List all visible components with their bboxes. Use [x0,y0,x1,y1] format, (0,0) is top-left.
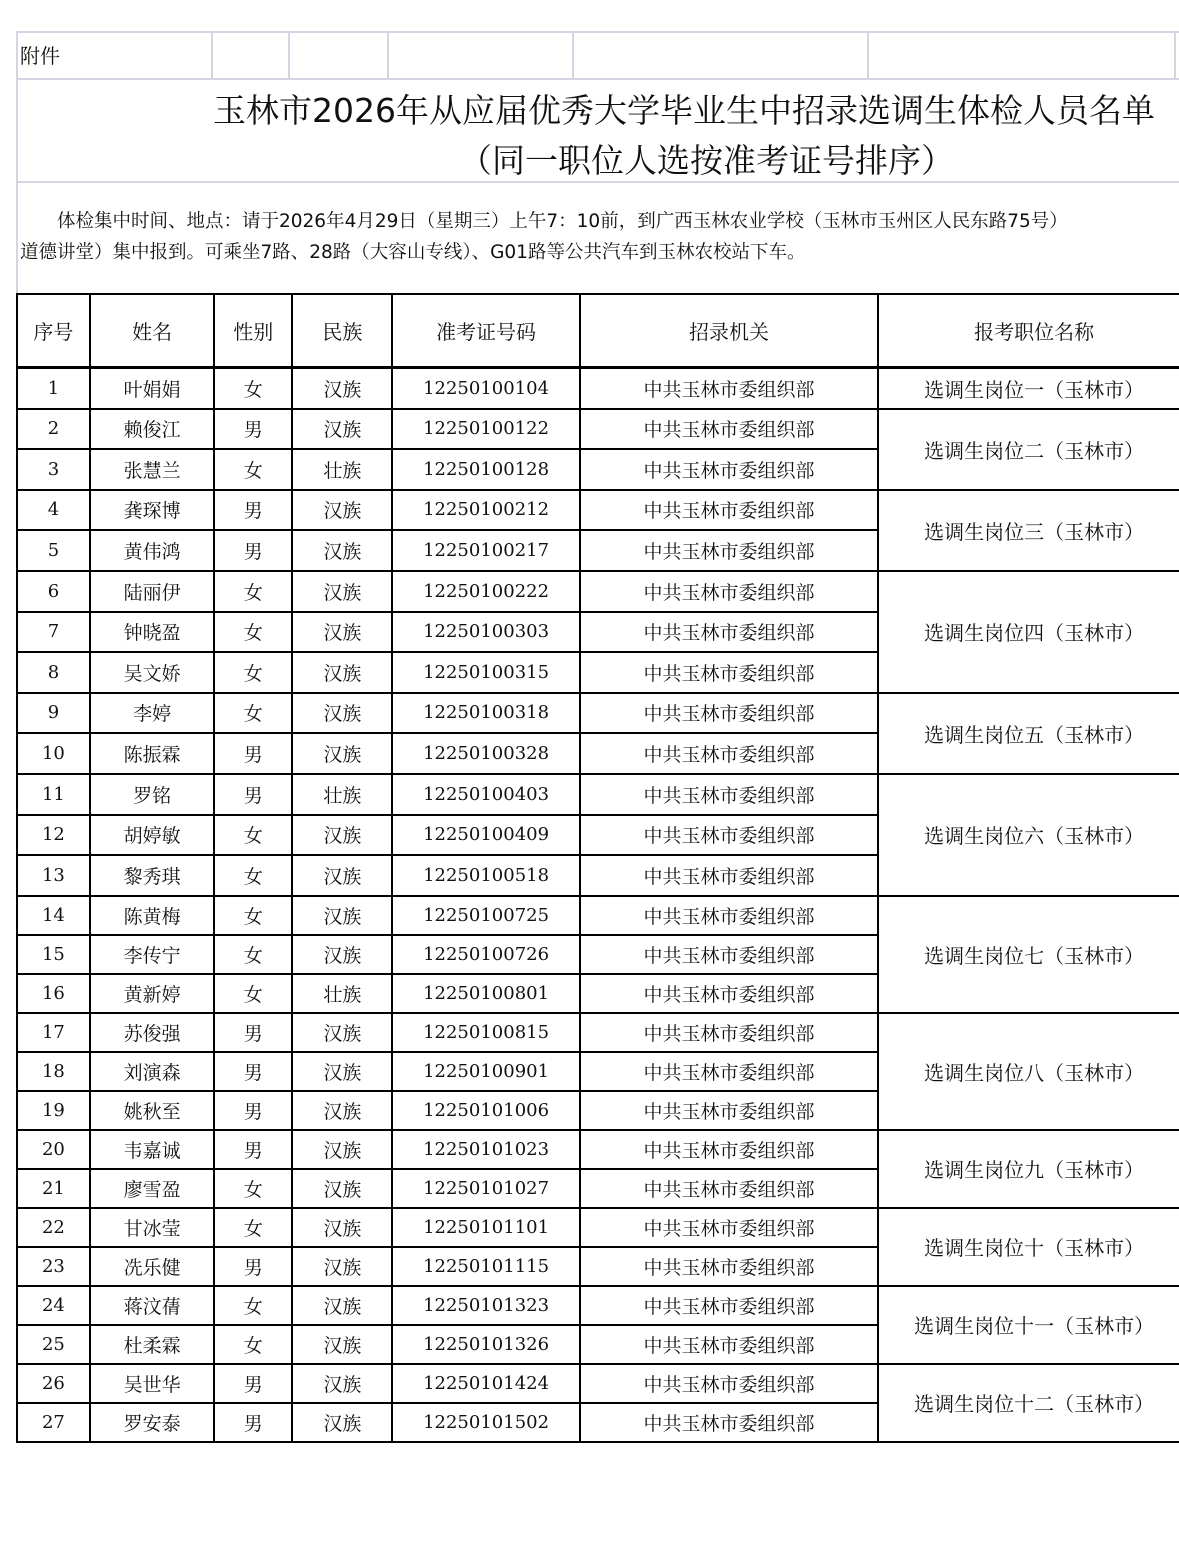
table-row [17,896,1179,935]
table-row [17,490,1179,530]
cell-no: 11 [17,774,90,815]
cell-no: 23 [17,1247,90,1286]
notice-paragraph [20,206,1179,268]
cell-agency: 中共玉林市委组织部 [580,774,879,815]
cell-position: 选调生岗位十一（玉林市） [878,1286,1179,1364]
cell-gender: 女 [214,693,292,733]
cell-name: 陆丽伊 [90,571,214,612]
cell-ethnicity: 汉族 [292,693,392,733]
cell-ethnicity: 汉族 [292,1091,392,1130]
cell-ethnicity: 汉族 [292,1403,392,1442]
cell-exam-id: 12250100403 [392,774,579,815]
cell-no: 25 [17,1325,90,1364]
cell-agency: 中共玉林市委组织部 [580,1091,879,1130]
cell-exam-id: 12250100222 [392,571,579,612]
cell-name: 赖俊江 [90,409,214,449]
cell-exam-id: 12250100815 [392,1013,579,1052]
cell-ethnicity: 汉族 [292,733,392,774]
cell-ethnicity: 汉族 [292,896,392,935]
cell-position: 选调生岗位十二（玉林市） [878,1364,1179,1442]
header-gender: 性别 [214,294,292,368]
cell-name: 刘演森 [90,1052,214,1091]
cell-gender: 女 [214,896,292,935]
cell-gender: 男 [214,530,292,571]
cell-no: 13 [17,855,90,896]
cell-name: 陈黄梅 [90,896,214,935]
cell-ethnicity: 汉族 [292,1208,392,1247]
cell-gender: 女 [214,1208,292,1247]
cell-gender: 女 [214,571,292,612]
cell-position: 选调生岗位一（玉林市） [878,368,1179,409]
cell-ethnicity: 汉族 [292,612,392,652]
attachment-label: 附件 [20,44,60,68]
cell-ethnicity: 汉族 [292,935,392,974]
cell-exam-id: 12250101023 [392,1130,579,1169]
cell-no: 26 [17,1364,90,1403]
cell-gender: 男 [214,1130,292,1169]
cell-agency: 中共玉林市委组织部 [580,974,879,1013]
cell-name: 吴文娇 [90,652,214,693]
cell-name: 廖雪盈 [90,1169,214,1208]
cell-gender: 男 [214,409,292,449]
table-row [17,409,1179,449]
cell-position: 选调生岗位七（玉林市） [878,896,1179,1013]
cell-ethnicity: 汉族 [292,1169,392,1208]
cell-name: 龚琛博 [90,490,214,530]
cell-ethnicity: 壮族 [292,449,392,490]
cell-position: 选调生岗位八（玉林市） [878,1013,1179,1130]
cell-name: 罗铭 [90,774,214,815]
cell-name: 蒋汶蒨 [90,1286,214,1325]
cell-ethnicity: 汉族 [292,530,392,571]
cell-no: 22 [17,1208,90,1247]
cell-no: 20 [17,1130,90,1169]
cell-no: 1 [17,368,90,409]
cell-position: 选调生岗位四（玉林市） [878,571,1179,693]
cell-agency: 中共玉林市委组织部 [580,1130,879,1169]
cell-no: 17 [17,1013,90,1052]
cell-agency: 中共玉林市委组织部 [580,571,879,612]
cell-name: 杜柔霖 [90,1325,214,1364]
cell-agency: 中共玉林市委组织部 [580,1364,879,1403]
cell-exam-id: 12250101502 [392,1403,579,1442]
cell-agency: 中共玉林市委组织部 [580,1286,879,1325]
cell-no: 14 [17,896,90,935]
cell-name: 叶娟娟 [90,368,214,409]
cell-gender: 女 [214,1325,292,1364]
table-body [17,368,1179,1442]
cell-no: 24 [17,1286,90,1325]
cell-ethnicity: 汉族 [292,368,392,409]
cell-agency: 中共玉林市委组织部 [580,1247,879,1286]
cell-exam-id: 12250100212 [392,490,579,530]
table-row [17,774,1179,815]
cell-agency: 中共玉林市委组织部 [580,1052,879,1091]
cell-gender: 女 [214,855,292,896]
cell-position: 选调生岗位三（玉林市） [878,490,1179,571]
cell-name: 苏俊强 [90,1013,214,1052]
cell-gender: 男 [214,1247,292,1286]
table-row [17,1013,1179,1052]
document-subtitle: （同一职位人选按准考证号排序） [459,141,954,180]
cell-gender: 男 [214,774,292,815]
notice-line-1: 体检集中时间、地点：请于2026年4月29日（星期三）上午7：10前，到广西玉林农业学校（玉林市玉州区人民东路75号） [57,211,1068,232]
cell-ethnicity: 汉族 [292,1286,392,1325]
cell-exam-id: 12250100409 [392,815,579,855]
table-header-row [17,294,1179,368]
cell-name: 吴世华 [90,1364,214,1403]
cell-name: 张慧兰 [90,449,214,490]
cell-gender: 女 [214,974,292,1013]
cell-agency: 中共玉林市委组织部 [580,693,879,733]
cell-exam-id: 12250101424 [392,1364,579,1403]
cell-exam-id: 12250100315 [392,652,579,693]
cell-name: 罗安泰 [90,1403,214,1442]
cell-agency: 中共玉林市委组织部 [580,1169,879,1208]
cell-no: 8 [17,652,90,693]
header-name: 姓名 [90,294,214,368]
grid-line [387,31,389,78]
cell-agency: 中共玉林市委组织部 [580,409,879,449]
cell-gender: 女 [214,815,292,855]
cell-gender: 男 [214,1013,292,1052]
cell-position: 选调生岗位五（玉林市） [878,693,1179,774]
cell-no: 2 [17,409,90,449]
table-row [17,571,1179,612]
table-row [17,1130,1179,1169]
cell-exam-id: 12250101006 [392,1091,579,1130]
cell-agency: 中共玉林市委组织部 [580,530,879,571]
table-row [17,693,1179,733]
cell-gender: 女 [214,449,292,490]
cell-exam-id: 12250100318 [392,693,579,733]
cell-exam-id: 12250101027 [392,1169,579,1208]
header-position: 报考职位名称 [878,294,1179,368]
cell-name: 韦嘉诚 [90,1130,214,1169]
cell-no: 16 [17,974,90,1013]
cell-name: 黄新婷 [90,974,214,1013]
cell-gender: 女 [214,1169,292,1208]
cell-gender: 女 [214,935,292,974]
roster-table [16,293,1179,1443]
table-row [17,1208,1179,1247]
cell-gender: 男 [214,490,292,530]
cell-no: 19 [17,1091,90,1130]
cell-gender: 男 [214,1052,292,1091]
cell-name: 胡婷敏 [90,815,214,855]
cell-exam-id: 12250101326 [392,1325,579,1364]
cell-no: 27 [17,1403,90,1442]
cell-gender: 男 [214,1364,292,1403]
cell-no: 9 [17,693,90,733]
cell-no: 7 [17,612,90,652]
cell-agency: 中共玉林市委组织部 [580,1325,879,1364]
cell-no: 15 [17,935,90,974]
cell-agency: 中共玉林市委组织部 [580,490,879,530]
cell-name: 甘冰莹 [90,1208,214,1247]
cell-agency: 中共玉林市委组织部 [580,652,879,693]
cell-agency: 中共玉林市委组织部 [580,612,879,652]
cell-ethnicity: 汉族 [292,1052,392,1091]
cell-name: 李婷 [90,693,214,733]
cell-exam-id: 12250100122 [392,409,579,449]
cell-position: 选调生岗位二（玉林市） [878,409,1179,490]
table-row [17,1364,1179,1403]
cell-agency: 中共玉林市委组织部 [580,855,879,896]
cell-ethnicity: 汉族 [292,490,392,530]
cell-exam-id: 12250100303 [392,612,579,652]
cell-agency: 中共玉林市委组织部 [580,449,879,490]
grid-line [211,31,213,78]
cell-ethnicity: 汉族 [292,1130,392,1169]
cell-ethnicity: 汉族 [292,409,392,449]
cell-no: 21 [17,1169,90,1208]
cell-exam-id: 12250100328 [392,733,579,774]
grid-line [16,78,1179,80]
cell-ethnicity: 汉族 [292,1247,392,1286]
cell-agency: 中共玉林市委组织部 [580,1013,879,1052]
cell-exam-id: 12250100725 [392,896,579,935]
cell-gender: 女 [214,652,292,693]
grid-line [16,31,18,293]
cell-exam-id: 12250100518 [392,855,579,896]
cell-no: 5 [17,530,90,571]
cell-exam-id: 12250101115 [392,1247,579,1286]
cell-position: 选调生岗位六（玉林市） [878,774,1179,896]
cell-ethnicity: 汉族 [292,1013,392,1052]
cell-gender: 女 [214,1286,292,1325]
cell-ethnicity: 汉族 [292,652,392,693]
cell-ethnicity: 汉族 [292,571,392,612]
cell-position: 选调生岗位九（玉林市） [878,1130,1179,1208]
cell-agency: 中共玉林市委组织部 [580,368,879,409]
cell-exam-id: 12250101101 [392,1208,579,1247]
cell-exam-id: 12250100217 [392,530,579,571]
cell-agency: 中共玉林市委组织部 [580,1403,879,1442]
cell-exam-id: 12250101323 [392,1286,579,1325]
cell-ethnicity: 汉族 [292,855,392,896]
cell-name: 黄伟鸿 [90,530,214,571]
cell-exam-id: 12250100104 [392,368,579,409]
grid-line [16,31,1179,33]
grid-line [1174,31,1176,78]
grid-line [288,31,290,78]
table-row [17,368,1179,409]
header-ethnicity: 民族 [292,294,392,368]
cell-ethnicity: 汉族 [292,1364,392,1403]
cell-agency: 中共玉林市委组织部 [580,815,879,855]
cell-agency: 中共玉林市委组织部 [580,935,879,974]
cell-gender: 女 [214,612,292,652]
cell-position: 选调生岗位十（玉林市） [878,1208,1179,1286]
cell-ethnicity: 汉族 [292,1325,392,1364]
grid-line [572,31,574,78]
cell-exam-id: 12250100128 [392,449,579,490]
cell-no: 18 [17,1052,90,1091]
cell-agency: 中共玉林市委组织部 [580,1208,879,1247]
cell-exam-id: 12250100726 [392,935,579,974]
table-row [17,1286,1179,1325]
cell-ethnicity: 壮族 [292,774,392,815]
notice-line-2: 道德讲堂）集中报到。可乘坐7路、28路（大容山专线）、G01路等公共汽车到玉林农校站下车。 [20,242,806,263]
cell-ethnicity: 壮族 [292,974,392,1013]
cell-name: 冼乐健 [90,1247,214,1286]
cell-name: 姚秋至 [90,1091,214,1130]
cell-name: 黎秀琪 [90,855,214,896]
cell-no: 10 [17,733,90,774]
cell-gender: 男 [214,1403,292,1442]
cell-exam-id: 12250100801 [392,974,579,1013]
cell-no: 12 [17,815,90,855]
header-exam-id: 准考证号码 [392,294,579,368]
cell-no: 4 [17,490,90,530]
cell-name: 陈振霖 [90,733,214,774]
cell-no: 6 [17,571,90,612]
document-title: 玉林市2026年从应届优秀大学毕业生中招录选调生体检人员名单 [213,91,1155,130]
header-no: 序号 [17,294,90,368]
cell-agency: 中共玉林市委组织部 [580,733,879,774]
grid-line [867,31,869,78]
header-agency: 招录机关 [580,294,879,368]
cell-agency: 中共玉林市委组织部 [580,896,879,935]
cell-gender: 男 [214,733,292,774]
cell-exam-id: 12250100901 [392,1052,579,1091]
cell-gender: 女 [214,368,292,409]
cell-no: 3 [17,449,90,490]
cell-gender: 男 [214,1091,292,1130]
cell-ethnicity: 汉族 [292,815,392,855]
cell-name: 李传宁 [90,935,214,974]
cell-name: 钟晓盈 [90,612,214,652]
